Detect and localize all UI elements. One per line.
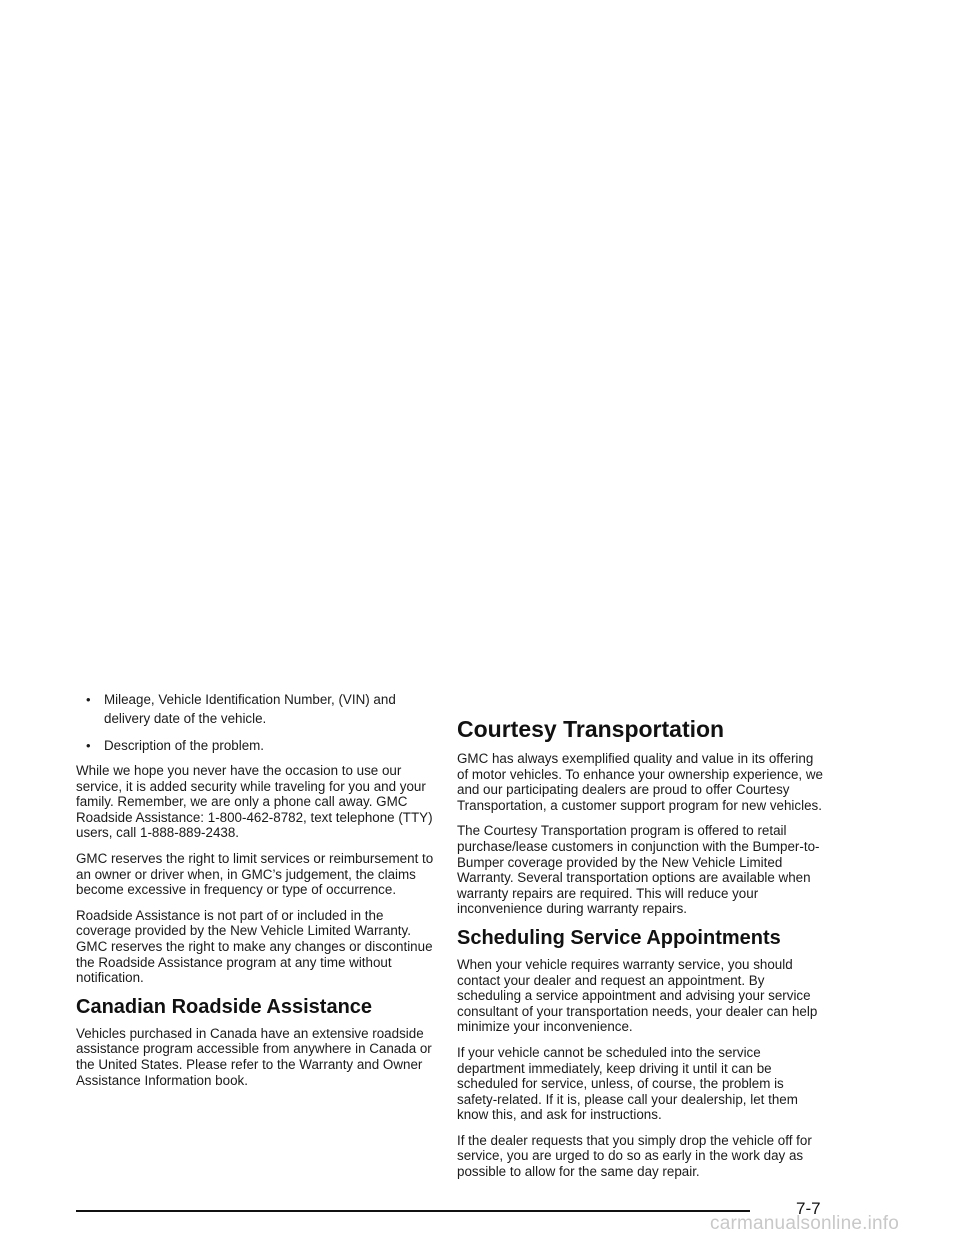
paragraph: Roadside Assistance is not part of or included in the coverage provided by the New Vehicle Limited Warranty. GMC reserves the right to make any changes or discontinue the Roadside Assistance program at any time without notification. [76, 907, 433, 986]
watermark: carmanualsonline.info [710, 1213, 900, 1234]
paragraph: While we hope you never have the occasion to use our service, it is added security while traveling for you and your family. Remember, we are only a phone call away. GMC Roadside Assistance: 1-800-462-8782, text telephone (TTY) users, call 1-888-889-2438. [76, 763, 433, 841]
paragraph: GMC has always exemplified quality and value in its offering of motor vehicles. To enhance your ownership experience, we and our participating dealers are proud to offer Courtesy Transportation, a customer support program for new vehicles. [457, 751, 823, 813]
paragraph: When your vehicle requires warranty service, you should contact your dealer and request an appointment. By scheduling a service appointment and advising your service consultant of your transportation needs, your dealer can help minimize your inconvenience. [457, 956, 818, 1035]
right-column [457, 690, 827, 1190]
bullet-icon: • [86, 738, 91, 753]
paragraph: Vehicles purchased in Canada have an extensive roadside assistance program accessible from anywhere in Canada or the United States. Please refer to the Warranty and Owner Assistance Information book. [76, 1025, 432, 1088]
paragraph: If the dealer requests that you simply drop the vehicle off for service, you are urged to do so as early in the work day as possible to allow for the same day repair. [457, 1132, 812, 1180]
section-heading-courtesy: Courtesy Transportation [457, 716, 725, 742]
bullet-text: Description of the problem. [104, 738, 265, 753]
paragraph: If your vehicle cannot be scheduled into the service department immediately, keep driving it until it can be scheduled for service, unless, of course, the problem is safety-related. If it is, please call your dealership, let them know this, and ask for instructions. [457, 1044, 798, 1123]
page-number: 7-7 [796, 1199, 821, 1218]
section-heading-scheduling: Scheduling Service Appointments [457, 926, 781, 949]
list-item [76, 736, 438, 755]
bullet-text: Mileage, Vehicle Identification Number, (VIN) and delivery date of the vehicle. [104, 692, 396, 726]
section-heading-canadian: Canadian Roadside Assistance [76, 995, 373, 1018]
paragraph: GMC reserves the right to limit services or reimbursement to an owner or driver when, in GMC’s judgement, the claims become excessive in frequency or type of occurrence. [76, 850, 434, 898]
paragraph: The Courtesy Transportation program is offered to retail purchase/lease customers in conjunction with the Bumper-to-Bumper coverage provided by the New Vehicle Limited Warranty. Several transportation options are available when warranty repairs are required. This will reduce your inconvenience during warranty repairs. [457, 823, 820, 917]
list-item [76, 690, 438, 728]
footer-divider [76, 1210, 750, 1212]
left-column [76, 690, 438, 1098]
bullet-icon: • [86, 692, 91, 707]
